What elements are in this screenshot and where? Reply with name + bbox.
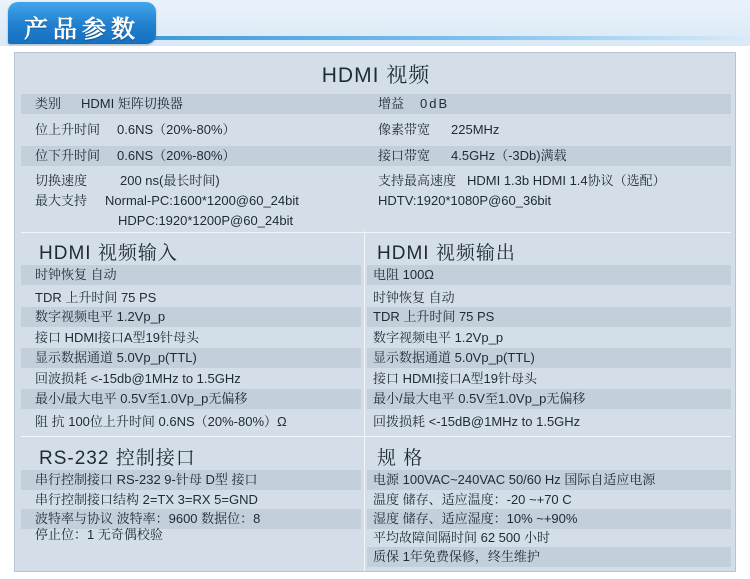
header-tab	[8, 2, 156, 44]
input-row	[21, 288, 361, 308]
page-title: 产品参数	[24, 16, 140, 43]
spec-value: HDTV:1920*1080P@60_36bit	[378, 193, 552, 208]
spec-text: 质保 1年免费保修，终生维护	[373, 549, 540, 564]
video-row	[21, 211, 731, 231]
spec-value: Normal-PC:1600*1200@60_24bit	[105, 193, 299, 208]
output-row	[367, 369, 731, 389]
spec-text: 平均故障间隔时间 62 500 小时	[373, 530, 550, 545]
spec-text: 接口 HDMI接口A型19针母头	[373, 371, 537, 386]
spec-value: 4.5GHz（-3Db)满载	[451, 148, 567, 163]
spec-row	[367, 528, 731, 548]
section-divider	[21, 436, 731, 437]
spec-text: 时钟恢复 自动	[373, 290, 455, 305]
input-row	[21, 389, 361, 409]
spec-value: 225MHz	[451, 122, 500, 137]
spec-text: 接口 HDMI接口A型19针母头	[35, 330, 199, 345]
spec-text: 最小/最大电平 0.5V至1.0Vp_p无偏移	[35, 391, 248, 406]
output-row	[367, 288, 731, 308]
spec-text: 回波损耗 <-15db@1MHz to 1.5GHz	[35, 371, 241, 386]
spec-text: TDR 上升时间 75 PS	[35, 290, 157, 305]
output-row	[367, 307, 731, 327]
output-row	[367, 265, 731, 285]
spec-text: 回拨损耗 <-15dB@1MHz to 1.5GHz	[373, 414, 581, 429]
spec-text: TDR 上升时间 75 PS	[373, 309, 495, 324]
spec-label: 切换速度	[35, 173, 88, 188]
spec-text: 串行控制接口 RS-232 9-针母 D型 接口	[35, 472, 258, 487]
video-row	[21, 120, 731, 140]
output-row	[367, 412, 731, 432]
rs232-section-title: RS-232 控制接口	[39, 448, 196, 469]
input-row	[21, 265, 361, 285]
spec-text: 数字视频电平 1.2Vp_p	[35, 309, 166, 324]
spec-value: 0dB	[420, 96, 450, 111]
input-row	[21, 369, 361, 389]
header-underline	[60, 36, 750, 40]
spec-text: 串行控制接口结构 2=TX 3=RX 5=GND	[35, 492, 258, 507]
spec-section-title: 规 格	[377, 448, 424, 469]
spec-value: HDPC:1920*1200P@60_24bit	[118, 213, 294, 228]
spec-text: 数字视频电平 1.2Vp_p	[373, 330, 504, 345]
spec-label: 最大支持	[35, 193, 88, 208]
spec-panel	[14, 52, 736, 572]
spec-text: 阻 抗 100位上升时间 0.6NS（20%-80%）Ω	[35, 414, 287, 429]
spec-text: 波特率与协议 波特率：9600 数据位：8	[35, 511, 261, 526]
spec-label: 类别	[35, 96, 62, 111]
spec-row	[367, 490, 731, 510]
video-row	[21, 191, 731, 211]
spec-row	[367, 509, 731, 529]
spec-value: HDMI 1.3b HDMI 1.4协议（选配）	[467, 173, 666, 188]
output-row	[367, 348, 731, 368]
spec-text: 电阻 100Ω	[373, 267, 435, 282]
spec-label: 增益	[378, 96, 405, 111]
input-row	[21, 328, 361, 348]
section-divider	[21, 232, 731, 233]
column-divider	[364, 231, 365, 571]
spec-text: 显示数据通道 5.0Vp_p(TTL)	[35, 350, 197, 365]
spec-text: 最小/最大电平 0.5V至1.0Vp_p无偏移	[373, 391, 586, 406]
spec-text: 湿度 储存、适应湿度：10% ~+90%	[373, 511, 578, 526]
input-row	[21, 307, 361, 327]
spec-text: 停止位：1 无奇偶校验	[35, 527, 163, 542]
spec-value: 0.6NS（20%-80%）	[117, 148, 236, 163]
spec-value: HDMI 矩阵切换器	[81, 96, 183, 111]
spec-text: 显示数据通道 5.0Vp_p(TTL)	[373, 350, 535, 365]
video-section-title: HDMI 视频	[321, 64, 431, 87]
rs232-row	[21, 490, 361, 510]
spec-text: 时钟恢复 自动	[35, 267, 117, 282]
spec-label: 位上升时间	[35, 122, 101, 137]
spec-text: 温度 储存、适应温度：-20 ~+70 C	[373, 492, 572, 507]
video-row	[21, 146, 731, 166]
output-section-title: HDMI 视频输出	[377, 243, 516, 264]
input-row	[21, 412, 361, 432]
spec-label: 接口带宽	[378, 148, 431, 163]
spec-value: 200 ns(最长时间)	[120, 173, 220, 188]
video-row	[21, 171, 731, 191]
spec-label: 像素带宽	[378, 122, 431, 137]
video-row	[21, 94, 731, 114]
output-row	[367, 389, 731, 409]
spec-label: 支持最高速度	[378, 173, 457, 188]
spec-value: 0.6NS（20%-80%）	[117, 122, 236, 137]
output-row	[367, 328, 731, 348]
input-section-title: HDMI 视频输入	[39, 243, 178, 264]
page-header	[0, 0, 750, 46]
spec-row	[367, 470, 731, 490]
spec-row	[367, 547, 731, 567]
spec-text: 电源 100VAC~240VAC 50/60 Hz 国际自适应电源	[373, 472, 656, 487]
input-row	[21, 348, 361, 368]
rs232-row	[21, 470, 361, 490]
rs232-row	[21, 525, 361, 545]
spec-label: 位下升时间	[35, 148, 101, 163]
